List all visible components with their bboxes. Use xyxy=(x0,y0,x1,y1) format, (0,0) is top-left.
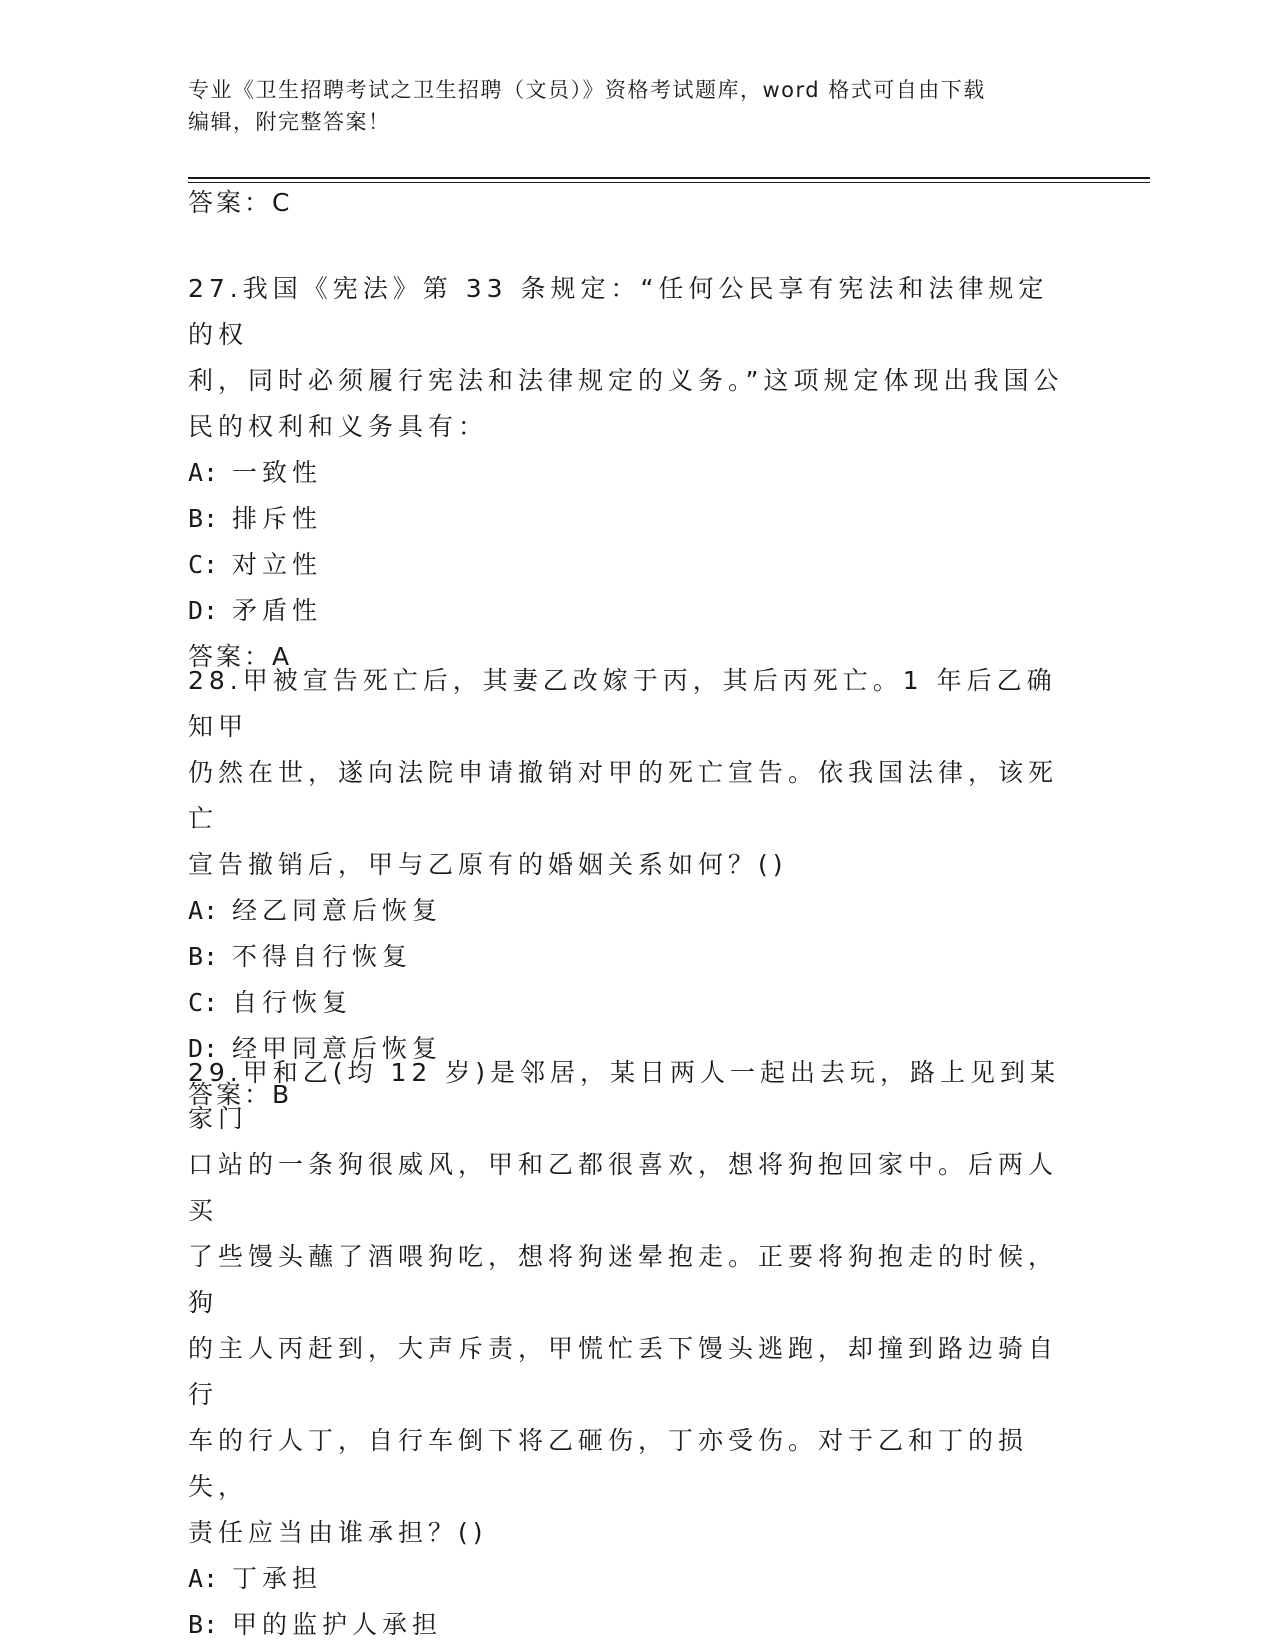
header-rule-thick xyxy=(188,177,1150,179)
page-header xyxy=(188,74,1068,138)
question-27-line-1: 27.我国《宪法》第 33 条规定：“任何公民享有宪法和法律规定的权 xyxy=(188,274,1049,349)
option-text: 经乙同意后恢复 xyxy=(232,896,443,925)
question-29-option-b xyxy=(188,1602,1068,1648)
option-key: B: xyxy=(188,504,219,533)
question-27-line-3: 民的权利和义务具有： xyxy=(188,412,489,441)
question-27-answer: 答案：A xyxy=(188,642,293,671)
option-text: 甲的监护人承担 xyxy=(232,1610,443,1639)
question-28-option-a xyxy=(188,888,1068,934)
question-29-line-6: 责任应当由谁承担？() xyxy=(188,1518,488,1547)
question-27 xyxy=(188,266,1068,680)
option-text: 一致性 xyxy=(232,458,323,487)
question-27-option-b xyxy=(188,496,1068,542)
question-28-line-1: 28.甲被宣告死亡后，其妻乙改嫁于丙，其后丙死亡。1 年后乙确知甲 xyxy=(188,666,1057,741)
question-29-line-2: 口站的一条狗很威风，甲和乙都很喜欢，想将狗抱回家中。后两人买 xyxy=(188,1150,1059,1225)
option-text: 排斥性 xyxy=(232,504,323,533)
header-line-1: 专业《卫生招聘考试之卫生招聘（文员）》资格考试题库，word 格式可自由下载 xyxy=(188,78,986,102)
option-key: A: xyxy=(188,1564,219,1593)
option-key: D: xyxy=(188,1034,219,1063)
header-line-2: 编辑，附完整答案！ xyxy=(188,110,391,134)
option-text: 丁承担 xyxy=(232,1564,323,1593)
option-key: C: xyxy=(188,550,219,579)
question-28-line-3: 宣告撤销后，甲与乙原有的婚姻关系如何？() xyxy=(188,850,788,879)
question-27-option-c xyxy=(188,542,1068,588)
question-28-answer: 答案：B xyxy=(188,1080,293,1109)
question-29-line-3: 了些馒头蘸了酒喂狗吃，想将狗迷晕抱走。正要将狗抱走的时候，狗 xyxy=(188,1242,1059,1317)
question-28 xyxy=(188,658,1068,1118)
question-29-line-1: 29.甲和乙(均 12 岁)是邻居，某日两人一起出去玩，路上见到某家门 xyxy=(188,1058,1060,1133)
question-29-line-5: 车的行人丁，自行车倒下将乙砸伤，丁亦受伤。对于乙和丁的损失， xyxy=(188,1426,1029,1501)
option-text: 自行恢复 xyxy=(232,988,353,1017)
question-27-option-a xyxy=(188,450,1068,496)
question-29-option-a xyxy=(188,1556,1068,1602)
question-27-option-d xyxy=(188,588,1068,634)
prev-answer: 答案：C xyxy=(188,188,293,217)
option-key: A: xyxy=(188,896,219,925)
question-27-line-2: 利，同时必须履行宪法和法律规定的义务。”这项规定体现出我国公 xyxy=(188,366,1064,395)
option-text: 不得自行恢复 xyxy=(232,942,413,971)
question-28-option-c xyxy=(188,980,1068,1026)
question-29-line-4: 的主人丙赶到，大声斥责，甲慌忙丢下馒头逃跑，却撞到路边骑自行 xyxy=(188,1334,1059,1409)
question-28-line-2: 仍然在世，遂向法院申请撤销对甲的死亡宣告。依我国法律，该死亡 xyxy=(188,758,1059,833)
option-text: 矛盾性 xyxy=(232,596,323,625)
question-29 xyxy=(188,1050,1068,1648)
option-key: B: xyxy=(188,1610,219,1639)
option-key: A: xyxy=(188,458,219,487)
option-text: 对立性 xyxy=(232,550,323,579)
option-key: B: xyxy=(188,942,219,971)
question-28-option-b xyxy=(188,934,1068,980)
option-key: D: xyxy=(188,596,219,625)
option-key: C: xyxy=(188,988,219,1017)
option-text: 经甲同意后恢复 xyxy=(232,1034,443,1063)
